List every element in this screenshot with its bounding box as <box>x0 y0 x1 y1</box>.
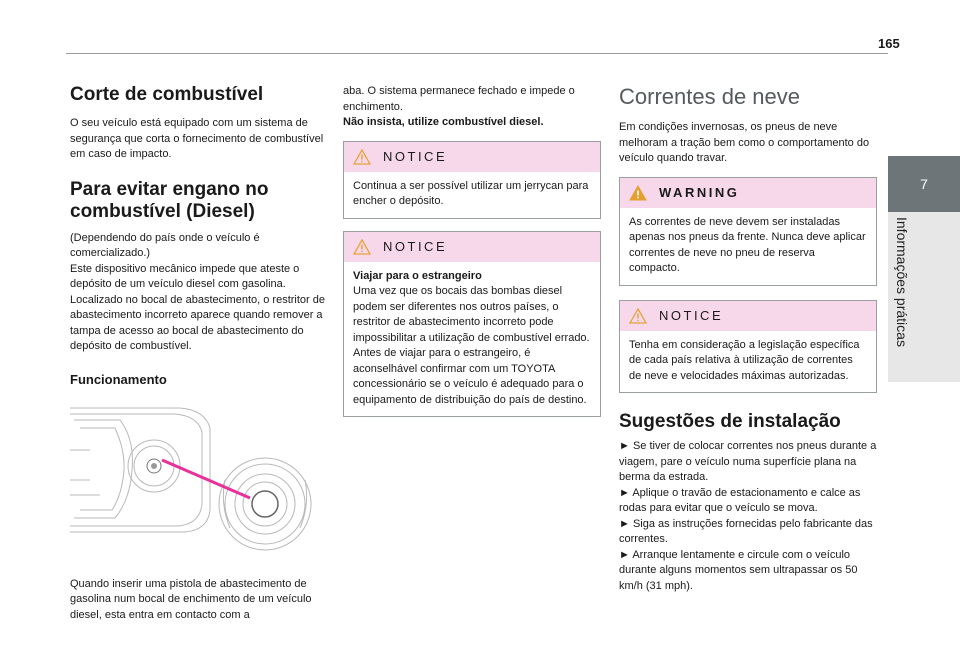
chapter-tab[interactable]: 7 <box>888 156 960 212</box>
operation-continued: aba. O sistema permanece fechado e impede o enchimento. <box>343 85 575 113</box>
header-divider <box>66 53 888 54</box>
page-number: 165 <box>878 36 900 51</box>
notice-header <box>344 142 600 172</box>
section-title-snow-chains: Correntes de neve <box>619 84 800 109</box>
caution-triangle-icon <box>629 308 647 324</box>
warning-text: As correntes de neve devem ser instaladas apenas nos pneus da frente. Nunca deve aplicar correntes de neve no pneu de reserva compacto. <box>629 215 866 274</box>
notice-title: Viajar para o estrangeiro <box>353 269 482 282</box>
column-2 <box>343 84 601 417</box>
notice-box-jerrycan <box>343 141 601 219</box>
column-1 <box>70 84 328 623</box>
misfuel-description: Este dispositivo mecânico impede que ateste o depósito de um veículo diesel com gasolina. <box>70 262 300 290</box>
notice-text: Tenha em consideração a legislação específica de cada país relativa à utilização de correntes de neve e velocidades máximas autorizadas. <box>629 338 860 382</box>
section-title-misfuel-2: combustível (Diesel) <box>70 200 255 222</box>
fuel-filler-illustration <box>70 400 318 560</box>
notice-box-travel <box>343 231 601 418</box>
installation-step: ► Arranque lentamente e circule com o veículo durante alguns momentos sem ultrapassar os 50 km/h (31 mph). <box>619 548 858 592</box>
section-title-misfuel-1: Para evitar engano no <box>70 178 269 200</box>
notice-text: Continua a ser possível utilizar um jerrycan para encher o depósito. <box>353 179 589 207</box>
warning-box-chains <box>619 177 877 286</box>
section-title-installation: Sugestões de instalação <box>619 411 841 432</box>
notice-label: NOTICE <box>659 308 724 323</box>
notice-label: NOTICE <box>383 239 448 254</box>
snow-chains-intro: Em condições invernosas, os pneus de neve melhoram a tração bem como o comportamento do veículo quando travar. <box>619 121 870 164</box>
operation-text: Quando inserir uma pistola de abastecimento de gasolina num bocal de enchimento de um veículo diesel, esta entra em contacto com a <box>70 577 312 621</box>
subsection-title-operation: Funcionamento <box>70 371 167 387</box>
caution-triangle-icon <box>353 149 371 165</box>
installation-step: ► Se tiver de colocar correntes nos pneus durante a viagem, pare o veículo numa superfície plana na berma da estrada. <box>619 440 877 483</box>
installation-step: ► Aplique o travão de estacionamento e calce as rodas para evitar que o veículo se mova. <box>619 486 861 514</box>
misfuel-location: Localizado no bocal de abastecimento, o restritor de abastecimento incorreto aparece quando remover a tampa de acesso ao bocal de abastecimento do depósito de combustível. <box>70 293 325 352</box>
column-3 <box>619 84 877 594</box>
notice-text: Antes de viajar para o estrangeiro, é aconselhável confirmar com um TOYOTA concessionário se o veículo é adequado para o equipamento de distribuição do país de destino. <box>353 347 587 406</box>
notice-box-legislation <box>619 300 877 394</box>
notice-label: NOTICE <box>383 149 448 164</box>
installation-step: ► Siga as instruções fornecidas pelo fabricante das correntes. <box>619 517 873 545</box>
warning-header <box>620 178 876 208</box>
warning-label: WARNING <box>659 185 740 200</box>
notice-header <box>344 232 600 262</box>
notice-header <box>620 301 876 331</box>
fuel-cutoff-text: O seu veículo está equipado com um sistema de segurança que corta o fornecimento de combustível em caso de impacto. <box>70 117 324 160</box>
caution-triangle-icon <box>353 239 371 255</box>
warning-triangle-icon <box>629 185 647 201</box>
notice-text: Uma vez que os bocais das bombas diesel podem ser diferentes nos outros países, o restritor de abastecimento incorreto pode impossibilitar a utilização de combustível errado. <box>353 285 590 344</box>
section-title-fuel-cutoff: Corte de combustível <box>70 84 264 105</box>
misfuel-note: (Dependendo do país onde o veículo é comercializado.) <box>70 231 260 259</box>
chapter-title: Informações práticas <box>894 217 910 347</box>
operation-warning-bold: Não insista, utilize combustível diesel. <box>343 116 544 128</box>
